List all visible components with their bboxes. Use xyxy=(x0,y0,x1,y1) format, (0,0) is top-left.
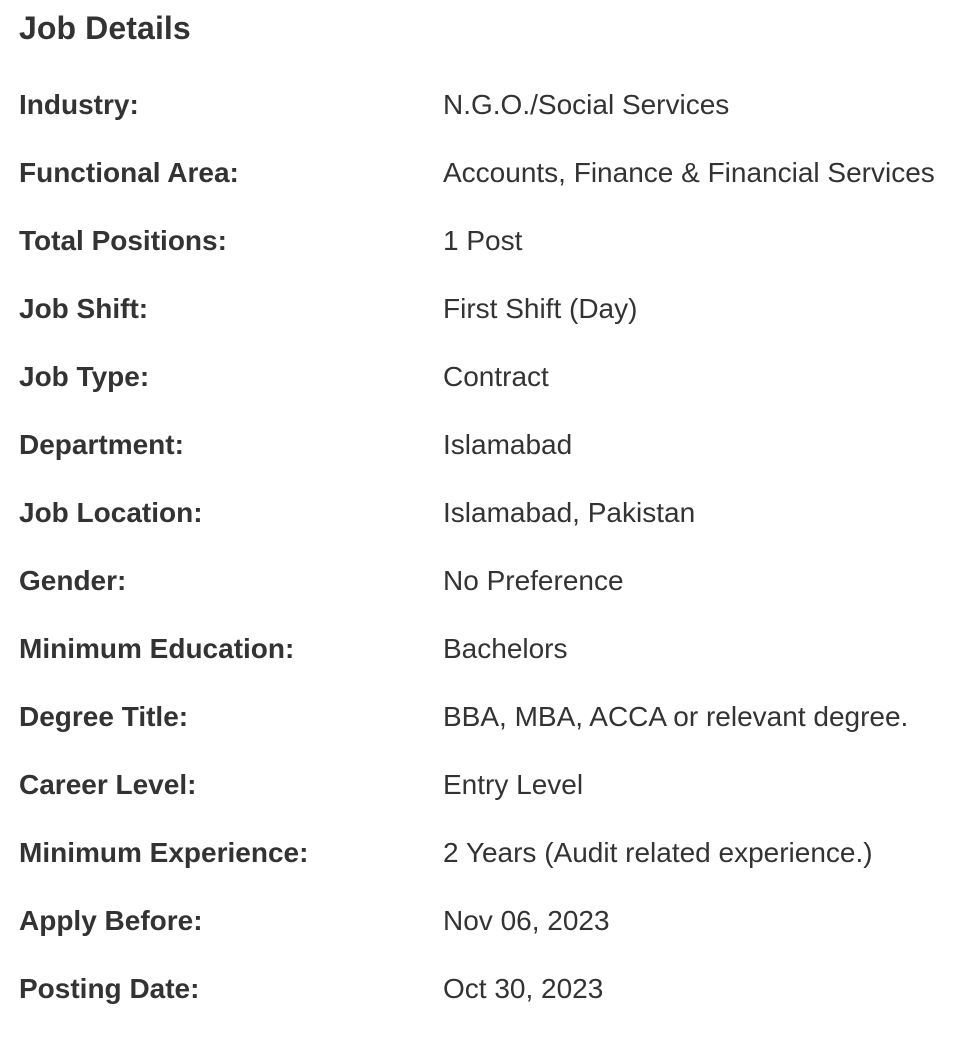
detail-row-total-positions xyxy=(19,221,969,289)
detail-row-posting-date xyxy=(19,969,969,1037)
detail-value: Bachelors xyxy=(443,633,568,664)
detail-value: Nov 06, 2023 xyxy=(443,905,610,936)
detail-label: Job Location: xyxy=(19,497,203,528)
detail-label: Career Level: xyxy=(19,769,197,800)
detail-value: Contract xyxy=(443,361,549,392)
detail-row-job-type xyxy=(19,357,969,425)
section-title: Job Details xyxy=(19,10,191,46)
detail-label: Job Type: xyxy=(19,361,150,392)
detail-label: Apply Before: xyxy=(19,905,203,936)
detail-value: BBA, MBA, ACCA or relevant degree. xyxy=(443,701,909,732)
detail-value: Oct 30, 2023 xyxy=(443,973,604,1004)
detail-value: Islamabad, Pakistan xyxy=(443,497,696,528)
detail-row-functional-area xyxy=(19,153,969,221)
detail-value: 1 Post xyxy=(443,225,523,256)
detail-value: 2 Years (Audit related experience.) xyxy=(443,837,873,868)
detail-label: Job Shift: xyxy=(19,293,149,324)
detail-label: Posting Date: xyxy=(19,973,200,1004)
detail-label: Gender: xyxy=(19,565,127,596)
detail-row-degree-title xyxy=(19,697,969,765)
detail-label: Minimum Experience: xyxy=(19,837,309,868)
detail-row-minimum-experience xyxy=(19,833,969,901)
detail-label: Functional Area: xyxy=(19,157,239,188)
detail-value: Entry Level xyxy=(443,769,584,800)
detail-row-gender xyxy=(19,561,969,629)
detail-value: N.G.O./Social Services xyxy=(443,89,730,120)
detail-row-department xyxy=(19,425,969,493)
detail-value: No Preference xyxy=(443,565,624,596)
detail-value: Accounts, Finance & Financial Services xyxy=(443,157,935,188)
detail-row-apply-before xyxy=(19,901,969,969)
detail-row-industry xyxy=(19,85,969,153)
detail-row-job-location xyxy=(19,493,969,561)
detail-label: Department: xyxy=(19,429,184,460)
detail-row-job-shift xyxy=(19,289,969,357)
job-details-list xyxy=(19,85,969,1037)
detail-row-career-level xyxy=(19,765,969,833)
detail-value: First Shift (Day) xyxy=(443,293,638,324)
detail-value: Islamabad xyxy=(443,429,573,460)
detail-label: Industry: xyxy=(19,89,139,120)
detail-label: Minimum Education: xyxy=(19,633,295,664)
detail-row-minimum-education xyxy=(19,629,969,697)
detail-label: Degree Title: xyxy=(19,701,189,732)
detail-label: Total Positions: xyxy=(19,225,227,256)
